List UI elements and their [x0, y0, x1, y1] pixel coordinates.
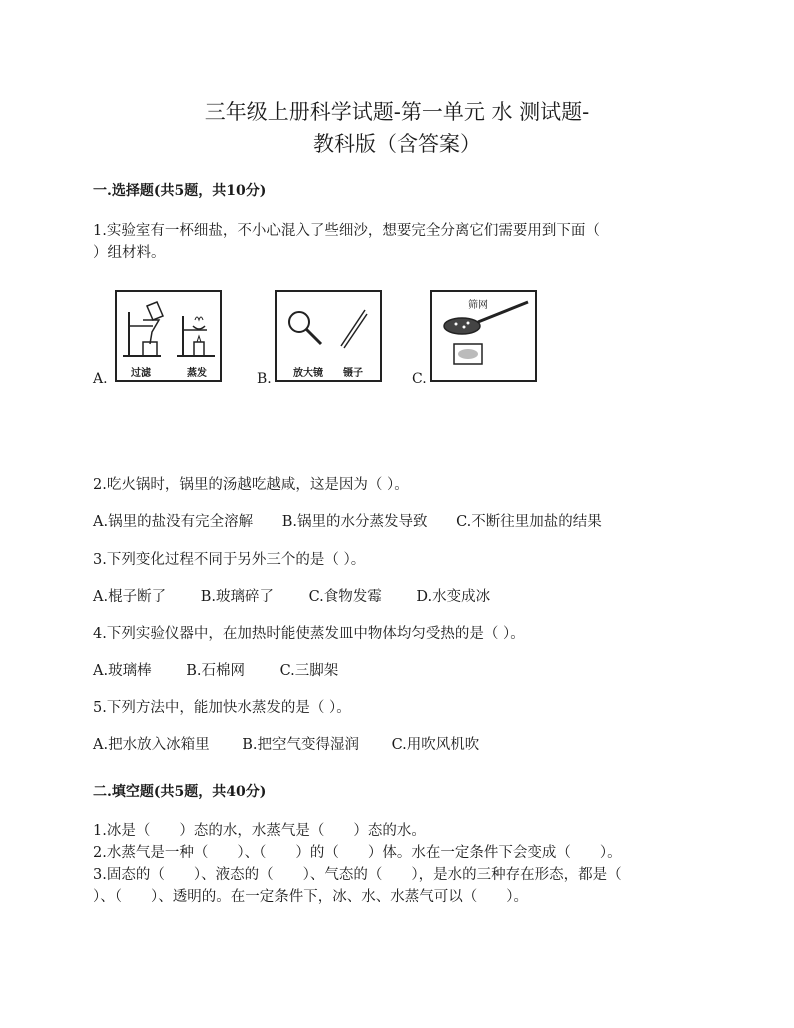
q5-option-a[interactable]: A.把水放入冰箱里 [93, 737, 210, 753]
q4-options [93, 660, 338, 682]
document-title-line1: 三年级上册科学试题-第一单元 水 测试题- [204, 100, 590, 124]
q4-option-c[interactable]: C.三脚架 [279, 663, 339, 679]
caption-tweezers: 镊子 [343, 368, 363, 379]
q4-text: 4.下列实验仪器中，在加热时能使蒸发皿中物体均匀受热的是（ ）。 [93, 626, 525, 642]
q2-text: 2.吃火锅时，锅里的汤越吃越咸，这是因为（ ）。 [93, 477, 409, 493]
document-title-line2: 教科版（含答案） [313, 132, 481, 156]
q2-option-b[interactable]: B.锅里的水分蒸发导致 [281, 514, 428, 530]
q2-options [93, 511, 602, 533]
q3-options [93, 586, 490, 608]
fill-line-2: 2.水蒸气是一种（ ）、（ ）的（ ）体。水在一定条件下会变成（ ）。 [93, 845, 622, 861]
sieve-image [430, 290, 537, 382]
q5-options [93, 734, 479, 756]
q1-option-b-label: B. [257, 371, 272, 387]
q1-text-line2: ）组材料。 [93, 245, 166, 261]
q5-option-b[interactable]: B.把空气变得湿润 [242, 737, 359, 753]
caption-magnifier: 放大镜 [293, 368, 323, 379]
caption-filter: 过滤 [131, 368, 151, 379]
q3-option-c[interactable]: C.食物发霉 [308, 589, 382, 605]
magnifier-tweezers-image [275, 290, 382, 382]
q2-option-c[interactable]: C.不断往里加盐的结果 [456, 514, 602, 530]
caption-evaporate: 蒸发 [187, 368, 207, 379]
q2-option-a[interactable]: A.锅里的盐没有完全溶解 [93, 514, 254, 530]
q3-text: 3.下列变化过程不同于另外三个的是（ ）。 [93, 552, 366, 568]
fill-line-4: ）、（ ）、透明的。在一定条件下，冰、水、水蒸气可以（ ）。 [93, 889, 528, 905]
q4-option-b[interactable]: B.石棉网 [186, 663, 245, 679]
fill-line-1: 1.冰是（ ）态的水，水蒸气是（ ）态的水。 [93, 823, 426, 839]
caption-sieve: 筛网 [468, 300, 488, 311]
q5-option-c[interactable]: C.用吹风机吹 [391, 737, 480, 753]
q1-option-a-label: A. [93, 371, 108, 387]
q3-option-b[interactable]: B.玻璃碎了 [200, 589, 274, 605]
q4-option-a[interactable]: A.玻璃棒 [93, 663, 152, 679]
q5-text: 5.下列方法中，能加快水蒸发的是（ ）。 [93, 700, 351, 716]
q1-text-line1: 1.实验室有一杯细盐，不小心混入了些细沙，想要完全分离它们需要用到下面（ [93, 223, 600, 239]
fill-line-3: 3.固态的（ ）、液态的（ ）、气态的（ ），是水的三种存在形态，都是（ [93, 867, 622, 883]
section2-heading: 二.填空题(共5题，共40分) [93, 784, 267, 800]
filter-evaporate-image [115, 290, 222, 382]
q1-option-c-label: C. [412, 371, 427, 387]
q3-option-a[interactable]: A.棍子断了 [93, 589, 167, 605]
section1-heading: 一.选择题(共5题，共10分) [93, 183, 267, 199]
q3-option-d[interactable]: D.水变成冰 [416, 589, 491, 605]
